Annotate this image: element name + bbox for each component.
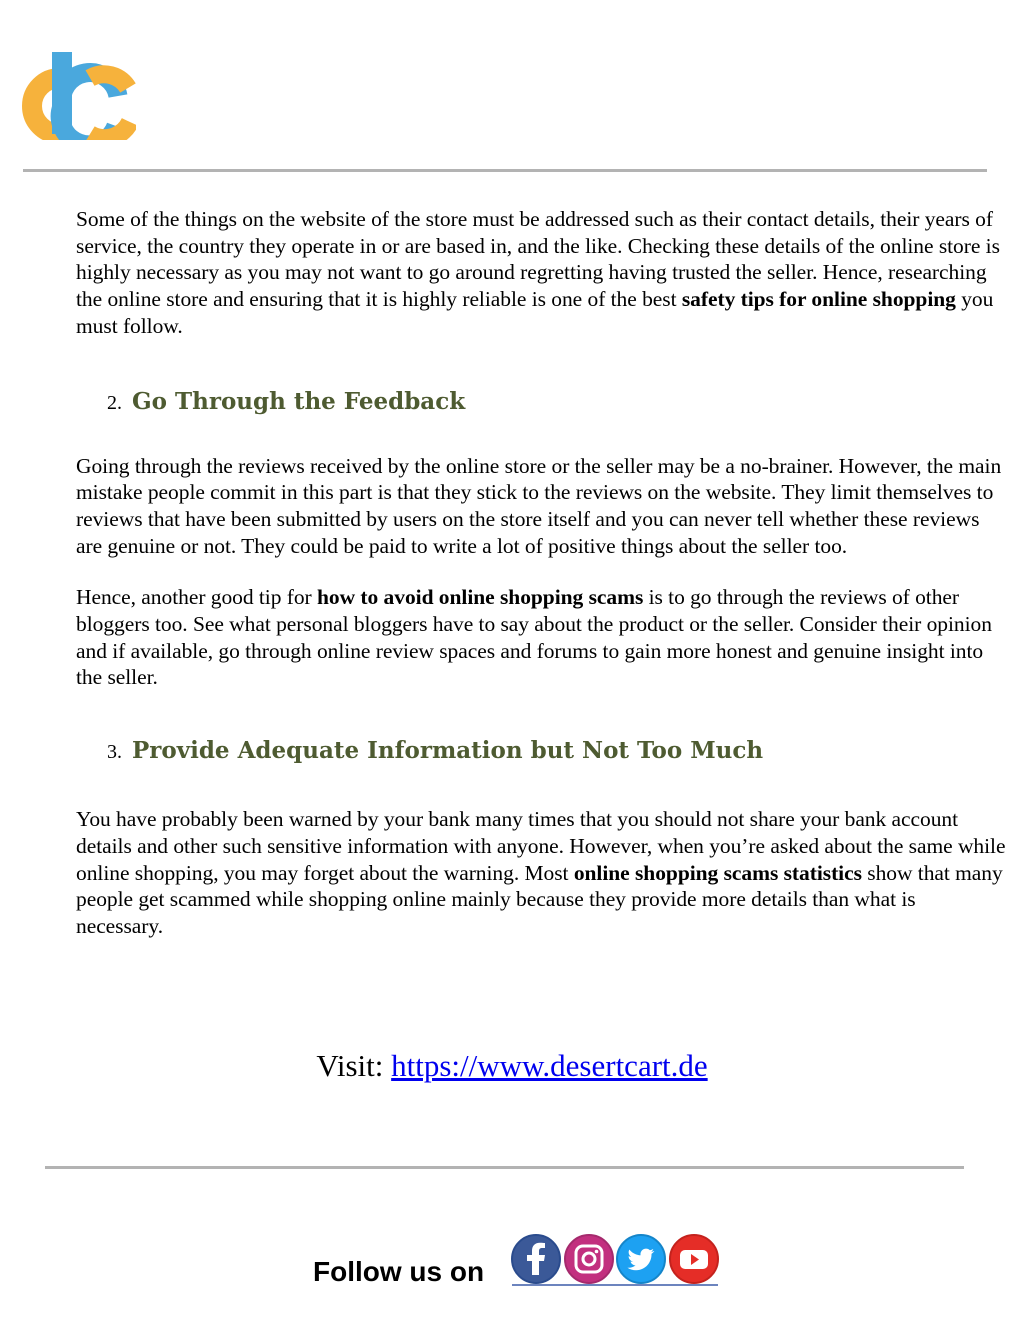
keyword-scam-statistics: online shopping scams statistics [573, 860, 862, 885]
section-title: Go Through the Feedback [132, 387, 466, 415]
section-heading-feedback [76, 388, 1006, 415]
intro-paragraph: Some of the things on the website of the store must be addressed such as their contact details, their years of service, the country they operate in or are based in, and the like. Checking these details of the online store is highly necessary as you may not want to go around regretting having trusted the seller. Hence, researching the online store and ensuring that it is highly reliable is one of the best safety tips for online shopping you must follow. [76, 207, 1000, 338]
instagram-icon[interactable] [565, 1235, 613, 1283]
visit-line [0, 1048, 1024, 1084]
dc-logo-icon [20, 48, 136, 140]
header-divider [23, 169, 987, 172]
visit-label: Visit: [316, 1048, 392, 1083]
keyword-safety-tips: safety tips for online shopping [681, 287, 956, 312]
twitter-icon[interactable] [617, 1235, 665, 1283]
footer-divider [45, 1166, 964, 1169]
article-body [76, 206, 1006, 940]
section-number: 3. [107, 741, 122, 764]
keyword-avoid-scams: how to avoid online shopping scams [317, 585, 644, 610]
section-heading-information [76, 737, 1006, 764]
section-title: Provide Adequate Information but Not Too Much [132, 737, 764, 765]
section-number: 2. [107, 391, 122, 414]
social-icons [510, 1233, 720, 1289]
facebook-icon[interactable] [512, 1235, 560, 1283]
information-paragraph: You have probably been warned by your bank many times that you should not share your bank account details and other such sensitive information with anyone. However, when you’re asked about the same while online shopping, you may forget about the warning. Most online shopping scams statistics show that many people get scammed while shopping online mainly because they provide more details than what is necessary. [76, 807, 1006, 938]
feedback-paragraph-2: Hence, another good tip for how to avoid online shopping scams is to go through the reviews of other bloggers too. See what personal bloggers have to say about the product or the seller. Consider their opinion and if available, go through online review spaces and forums to gain more honest and genuine insight into the seller. [76, 585, 992, 690]
website-link[interactable]: https://www.desertcart.de [391, 1048, 708, 1083]
youtube-icon[interactable] [670, 1235, 718, 1283]
follow-us-label: Follow us on [313, 1256, 485, 1287]
feedback-paragraph-1: Going through the reviews received by the online store or the seller may be a no-brainer. However, the main mistake people commit in this part is that they stick to the reviews on the website. They limit themselves to reviews that have been submitted by users on the store itself and you can never tell whether these reviews are genuine or not. They could be paid to write a lot of positive things about the seller too. [76, 453, 1002, 558]
